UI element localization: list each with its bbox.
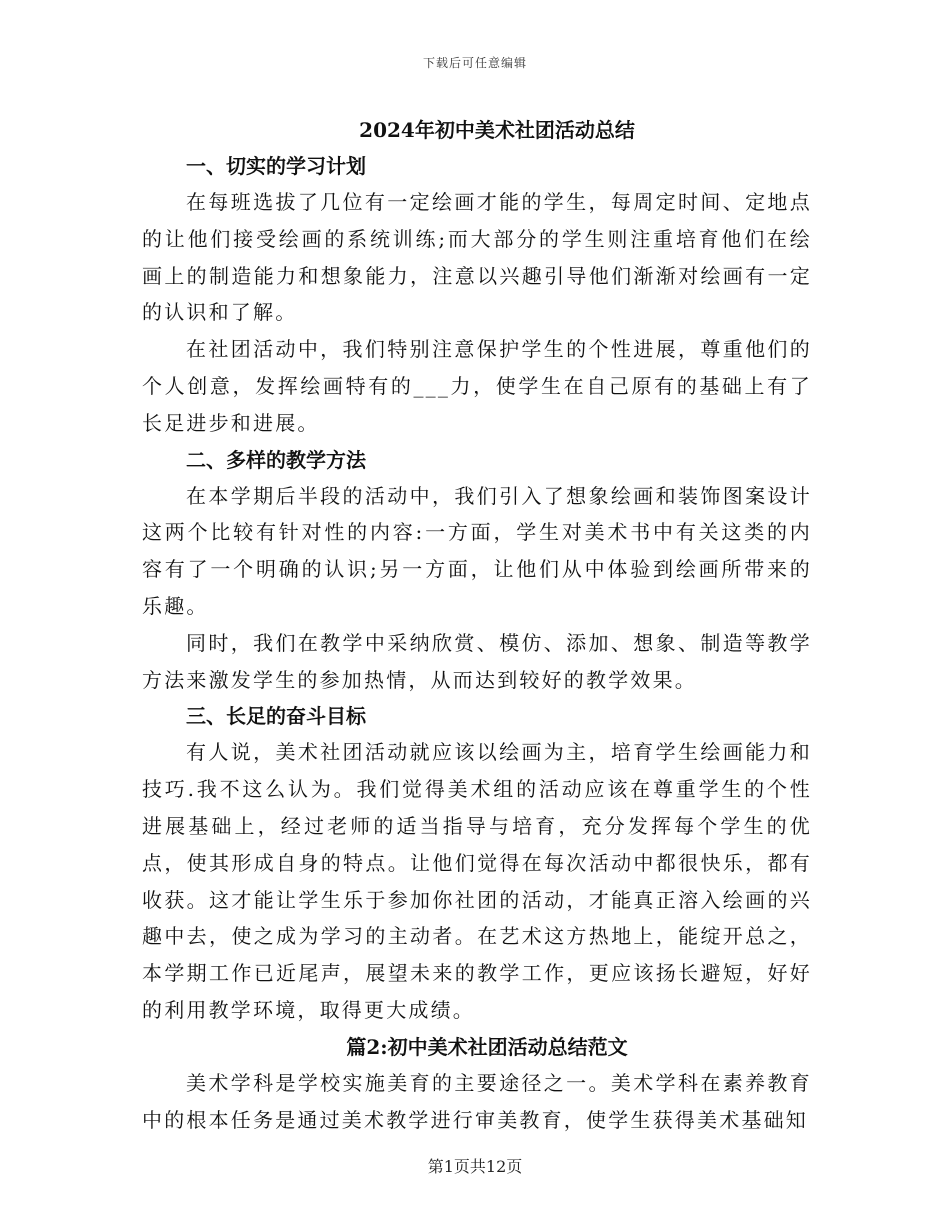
paragraph: 同时，我们在教学中采纳欣赏、模仿、添加、想象、制造等教学方法来激发学生的参加热情，从而达到较好的教学效果。 (142, 630, 812, 692)
paragraph: 在每班选拔了几位有一定绘画才能的学生，每周定时间、定地点的让他们接受绘画的系统训练;而大部分的学生则注重培育他们在绘画上的制造能力和想象能力，注意以兴趣引导他们渐渐对绘画有一定的认识和了解。 (142, 190, 812, 325)
paragraph: 有人说，美术社团活动就应该以绘画为主，培育学生绘画能力和技巧.我不这么认为。我们觉得美术组的活动应该在尊重学生的个性进展基础上，经过老师的适当指导与培育，充分发挥每个学生的优点，使其形成自身的特点。让他们觉得在每次活动中都很快乐，都有收获。这才能让学生乐于参加你社团的活动，才能真正溶入绘画的兴趣中去，使之成为学习的主动者。在艺术这方热地上，能绽开总之，本学期工作已近尾声，展望未来的教学工作，更应该扬长避短，好好的利用教学环境，取得更大成绩。 (142, 740, 812, 1022)
page-number-footer: 第1页共12页 (427, 1157, 523, 1176)
document-title: 2024年初中美术社团活动总结 (359, 118, 635, 142)
section-heading-3: 三、长足的奋斗目标 (186, 704, 366, 729)
paragraph: 美术学科是学校实施美育的主要途径之一。美术学科在素养教育中的根本任务是通过美术教学进行审美教育，使学生获得美术基础知 (142, 1070, 812, 1132)
section-heading-2: 二、多样的教学方法 (186, 447, 366, 472)
paragraph: 在社团活动中，我们特别注意保护学生的个性进展，尊重他们的个人创意，发挥绘画特有的___力，使学生在自己原有的基础上有了长足进步和进展。 (142, 337, 812, 435)
second-article-title: 篇2:初中美术社团活动总结范文 (346, 1034, 628, 1059)
section-heading-1: 一、切实的学习计划 (186, 154, 366, 178)
document-body (142, 112, 812, 1138)
paragraph: 在本学期后半段的活动中，我们引入了想象绘画和装饰图案设计这两个比较有针对性的内容:一方面，学生对美术书中有关这类的内容有了一个明确的认识;另一方面，让他们从中体验到绘画所带来的乐趣。 (142, 483, 812, 618)
header-note: 下载后可任意编辑 (422, 56, 527, 70)
